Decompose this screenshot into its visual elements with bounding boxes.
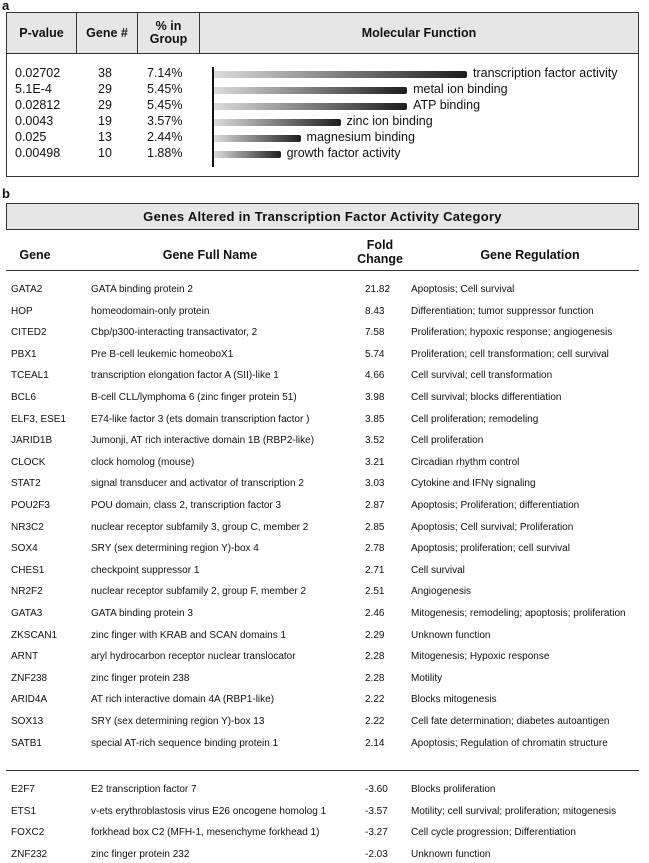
gene-full-name: zinc finger with KRAB and SCAN domains 1 bbox=[91, 629, 287, 641]
col-header-gene: Gene bbox=[19, 248, 51, 262]
col-header-full-name: Gene Full Name bbox=[162, 248, 258, 262]
fold-change: 2.71 bbox=[365, 564, 385, 576]
bar-label: growth factor activity bbox=[286, 146, 401, 160]
gene-full-name: AT rich interactive domain 4A (RBP1-like) bbox=[91, 694, 275, 706]
gene-full-name: homeodomain-only protein bbox=[91, 305, 210, 317]
gene-row bbox=[0, 630, 649, 644]
gene-full-name: POU domain, class 2, transcription factor 3 bbox=[91, 500, 282, 511]
gene-symbol: POU2F3 bbox=[11, 500, 50, 511]
gene-row bbox=[0, 827, 649, 841]
gene-full-name: SRY (sex determining region Y)-box 13 bbox=[91, 716, 265, 727]
fold-change: 2.78 bbox=[365, 543, 385, 555]
percent-cell: 7.14% bbox=[147, 66, 183, 80]
gene-row bbox=[0, 738, 649, 752]
fold-change: 2.14 bbox=[365, 737, 385, 749]
fold-change: 5.74 bbox=[365, 348, 385, 360]
gene-regulation: Cell fate determination; diabetes autoantigen bbox=[411, 716, 610, 727]
gene-full-name: SRY (sex determining region Y)-box 4 bbox=[91, 543, 259, 555]
gene-full-name: GATA binding protein 2 bbox=[91, 284, 193, 295]
gene-regulation: Blocks mitogenesis bbox=[411, 694, 497, 706]
gene-row bbox=[0, 349, 649, 363]
gene-symbol: CHES1 bbox=[11, 564, 45, 576]
gene-regulation: Blocks proliferation bbox=[411, 784, 496, 795]
header-percent-line1: % in bbox=[155, 19, 182, 33]
gene-regulation: Cell survival bbox=[411, 564, 465, 576]
gene-regulation: Cell survival; blocks differentiation bbox=[411, 392, 562, 403]
fold-change: 21.82 bbox=[365, 284, 391, 295]
gene-full-name: forkhead box C2 (MFH-1, mesenchyme forkhead 1) bbox=[91, 827, 320, 839]
gene-row bbox=[0, 784, 649, 798]
gene-count-cell: 29 bbox=[98, 98, 112, 112]
gene-regulation: Apoptosis; Proliferation; differentiation bbox=[411, 500, 580, 511]
col-header-regulation: Gene Regulation bbox=[480, 248, 580, 262]
gene-full-name: E74-like factor 3 (ets domain transcription factor ) bbox=[91, 413, 310, 425]
gene-regulation: Cytokine and IFNγ signaling bbox=[411, 478, 536, 490]
gene-full-name: B-cell CLL/lymphoma 6 (zinc finger protein 51) bbox=[91, 392, 297, 403]
gene-symbol: NR3C2 bbox=[11, 521, 44, 533]
gene-regulation: Proliferation; cell transformation; cell survival bbox=[411, 348, 609, 360]
pvalue-cell: 0.0043 bbox=[15, 114, 54, 128]
gene-regulation: Motility; cell survival; proliferation; mitogenesis bbox=[411, 805, 617, 817]
pvalue-cell: 0.02812 bbox=[15, 98, 61, 112]
percent-cell: 5.45% bbox=[147, 98, 183, 112]
gene-row bbox=[0, 327, 649, 341]
gene-symbol: TCEAL1 bbox=[11, 370, 49, 382]
pvalue-cell: 0.025 bbox=[15, 130, 47, 144]
gene-regulation: Angiogenesis bbox=[411, 586, 472, 598]
gene-row bbox=[0, 457, 649, 471]
gene-symbol: CITED2 bbox=[11, 327, 47, 339]
gene-symbol: HOP bbox=[11, 305, 33, 317]
gene-row bbox=[0, 478, 649, 492]
gene-regulation: Apoptosis; Cell survival; Proliferation bbox=[411, 521, 574, 533]
gene-full-name: Jumonji, AT rich interactive domain 1B (RBP2-like) bbox=[91, 435, 315, 447]
gene-symbol: SOX13 bbox=[11, 716, 44, 727]
gene-full-name: GATA binding protein 3 bbox=[91, 608, 193, 619]
gene-regulation: Apoptosis; Cell survival bbox=[411, 284, 515, 295]
gene-symbol: JARID1B bbox=[11, 435, 53, 447]
percent-cell: 2.44% bbox=[147, 130, 183, 144]
gene-symbol: ARNT bbox=[11, 651, 39, 663]
gene-count-cell: 10 bbox=[98, 146, 112, 160]
gene-full-name: clock homolog (mouse) bbox=[91, 456, 195, 468]
gene-symbol: E2F7 bbox=[11, 784, 35, 795]
gene-count-cell: 13 bbox=[98, 130, 112, 144]
gene-row bbox=[0, 543, 649, 557]
fold-change: 2.87 bbox=[365, 500, 385, 511]
fold-change: 2.22 bbox=[365, 694, 385, 706]
gene-symbol: ZNF238 bbox=[11, 672, 48, 684]
gene-regulation: Proliferation; hypoxic response; angiogenesis bbox=[411, 327, 613, 339]
gene-symbol: BCL6 bbox=[11, 392, 37, 403]
up-down-divider bbox=[6, 770, 639, 771]
gene-row bbox=[0, 284, 649, 298]
gene-symbol: ZNF232 bbox=[11, 848, 48, 860]
chart-bar bbox=[214, 119, 341, 126]
gene-symbol: GATA2 bbox=[11, 284, 43, 295]
gene-full-name: E2 transcription factor 7 bbox=[91, 784, 197, 795]
header-molecular-function: Molecular Function bbox=[361, 25, 477, 40]
gene-full-name: nuclear receptor subfamily 3, group C, member 2 bbox=[91, 521, 309, 533]
header-gene-count: Gene # bbox=[77, 13, 138, 53]
fold-change: 7.58 bbox=[365, 327, 385, 339]
fold-change: -3.27 bbox=[365, 827, 388, 839]
gene-count-cell: 29 bbox=[98, 82, 112, 96]
bar-label: ATP binding bbox=[413, 98, 481, 112]
molecular-function-table bbox=[6, 12, 639, 177]
gene-full-name: v-ets erythroblastosis virus E26 oncogene homolog 1 bbox=[91, 805, 327, 817]
header-percent bbox=[138, 13, 200, 53]
gene-row bbox=[0, 716, 649, 730]
gene-row bbox=[0, 694, 649, 708]
gene-symbol: CLOCK bbox=[11, 456, 46, 468]
gene-count-cell: 38 bbox=[98, 66, 112, 80]
gene-regulation: Mitogenesis; remodeling; apoptosis; proliferation bbox=[411, 608, 626, 619]
gene-full-name: transcription elongation factor A (SII)-like 1 bbox=[91, 370, 279, 382]
gene-row bbox=[0, 651, 649, 665]
gene-full-name: zinc finger protein 238 bbox=[91, 672, 190, 684]
panel-b-title: Genes Altered in Transcription Factor Activity Category bbox=[6, 203, 639, 230]
gene-regulation: Mitogenesis; Hypoxic response bbox=[411, 651, 550, 663]
fold-change: 3.03 bbox=[365, 478, 385, 490]
header-pvalue: P-value bbox=[7, 13, 77, 53]
table-header bbox=[7, 13, 638, 54]
gene-regulation: Apoptosis; proliferation; cell survival bbox=[411, 543, 570, 555]
bar-label: metal ion binding bbox=[413, 82, 508, 96]
gene-row bbox=[0, 370, 649, 384]
fold-change: -2.03 bbox=[365, 848, 388, 860]
gene-symbol: ELF3, ESE1 bbox=[11, 413, 67, 425]
gene-symbol: PBX1 bbox=[11, 348, 37, 360]
gene-full-name: signal transducer and activator of transcription 2 bbox=[91, 478, 304, 490]
gene-regulation: Circadian rhythm control bbox=[411, 456, 520, 468]
gene-symbol: ARID4A bbox=[11, 694, 48, 706]
col-header-fold-line1: Fold bbox=[366, 238, 394, 252]
gene-symbol: NR2F2 bbox=[11, 586, 43, 598]
gene-full-name: Cbp/p300-interacting transactivator, 2 bbox=[91, 327, 258, 339]
gene-regulation: Unknown function bbox=[411, 629, 491, 641]
fold-change: 3.85 bbox=[365, 413, 385, 425]
gene-row bbox=[0, 849, 649, 863]
pvalue-cell: 0.00498 bbox=[15, 146, 61, 160]
bar-label: transcription factor activity bbox=[473, 66, 618, 80]
gene-row bbox=[0, 608, 649, 622]
percent-cell: 3.57% bbox=[147, 114, 183, 128]
gene-full-name: nuclear receptor subfamily 2, group F, member 2 bbox=[91, 586, 307, 598]
gene-row bbox=[0, 565, 649, 579]
col-header-fold-change bbox=[350, 238, 410, 266]
fold-change: 3.98 bbox=[365, 392, 385, 403]
gene-row bbox=[0, 306, 649, 320]
gene-row bbox=[0, 586, 649, 600]
fold-change: 3.21 bbox=[365, 456, 385, 468]
fold-change: 2.85 bbox=[365, 521, 385, 533]
gene-symbol: GATA3 bbox=[11, 608, 43, 619]
col-header-fold-line2: Change bbox=[357, 252, 403, 266]
gene-regulation: Cell survival; cell transformation bbox=[411, 370, 553, 382]
pvalue-cell: 0.02702 bbox=[15, 66, 61, 80]
gene-row bbox=[0, 673, 649, 687]
percent-cell: 1.88% bbox=[147, 146, 183, 160]
gene-row bbox=[0, 500, 649, 514]
chart-bar bbox=[214, 103, 407, 110]
gene-regulation: Cell proliferation bbox=[411, 435, 484, 447]
fold-change: 2.29 bbox=[365, 629, 385, 641]
gene-symbol: ZKSCAN1 bbox=[11, 629, 58, 641]
gene-regulation: Apoptosis; Regulation of chromatin structure bbox=[411, 737, 608, 749]
gene-full-name: checkpoint suppressor 1 bbox=[91, 564, 200, 576]
header-percent-line2: Group bbox=[149, 32, 188, 46]
fold-change: 4.66 bbox=[365, 370, 385, 382]
gene-full-name: aryl hydrocarbon receptor nuclear translocator bbox=[91, 651, 296, 663]
gene-count-cell: 19 bbox=[98, 114, 112, 128]
gene-symbol: STAT2 bbox=[11, 478, 41, 490]
fold-change: 2.22 bbox=[365, 716, 385, 727]
gene-regulation: Differentiation; tumor suppressor function bbox=[411, 305, 594, 317]
gene-symbol: FOXC2 bbox=[11, 827, 45, 839]
gene-full-name: special AT-rich sequence binding protein 1 bbox=[91, 737, 279, 749]
gene-symbol: SATB1 bbox=[11, 737, 42, 749]
bar-label: magnesium binding bbox=[306, 130, 415, 144]
gene-row bbox=[0, 435, 649, 449]
gene-full-name: zinc finger protein 232 bbox=[91, 848, 190, 860]
fold-change: 2.28 bbox=[365, 672, 385, 684]
chart-bar bbox=[214, 71, 467, 78]
bar-label: zinc ion binding bbox=[346, 114, 433, 128]
chart-bar bbox=[214, 87, 407, 94]
gene-symbol: ETS1 bbox=[11, 805, 37, 817]
gene-regulation: Cell proliferation; remodeling bbox=[411, 413, 539, 425]
fold-change: -3.60 bbox=[365, 784, 388, 795]
gene-regulation: Unknown function bbox=[411, 848, 491, 860]
fold-change: 2.46 bbox=[365, 608, 385, 619]
chart-bar bbox=[214, 151, 281, 158]
header-divider bbox=[6, 270, 639, 271]
fold-change: 8.43 bbox=[365, 305, 385, 317]
fold-change: 3.52 bbox=[365, 435, 385, 447]
pvalue-cell: 5.1E-4 bbox=[15, 82, 52, 96]
fold-change: 2.51 bbox=[365, 586, 385, 598]
chart-bar bbox=[214, 135, 301, 142]
percent-cell: 5.45% bbox=[147, 82, 183, 96]
gene-row bbox=[0, 806, 649, 820]
gene-row bbox=[0, 522, 649, 536]
fold-change: 2.28 bbox=[365, 651, 385, 663]
gene-row bbox=[0, 392, 649, 406]
gene-symbol: SOX4 bbox=[11, 543, 38, 555]
gene-row bbox=[0, 414, 649, 428]
gene-regulation: Motility bbox=[411, 672, 443, 684]
panel-a-label: a bbox=[2, 0, 10, 13]
fold-change: -3.57 bbox=[365, 805, 388, 817]
panel-b-label: b bbox=[2, 186, 10, 201]
gene-regulation: Cell cycle progression; Differentiation bbox=[411, 827, 576, 839]
gene-full-name: Pre B-cell leukemic homeoboX1 bbox=[91, 348, 234, 360]
